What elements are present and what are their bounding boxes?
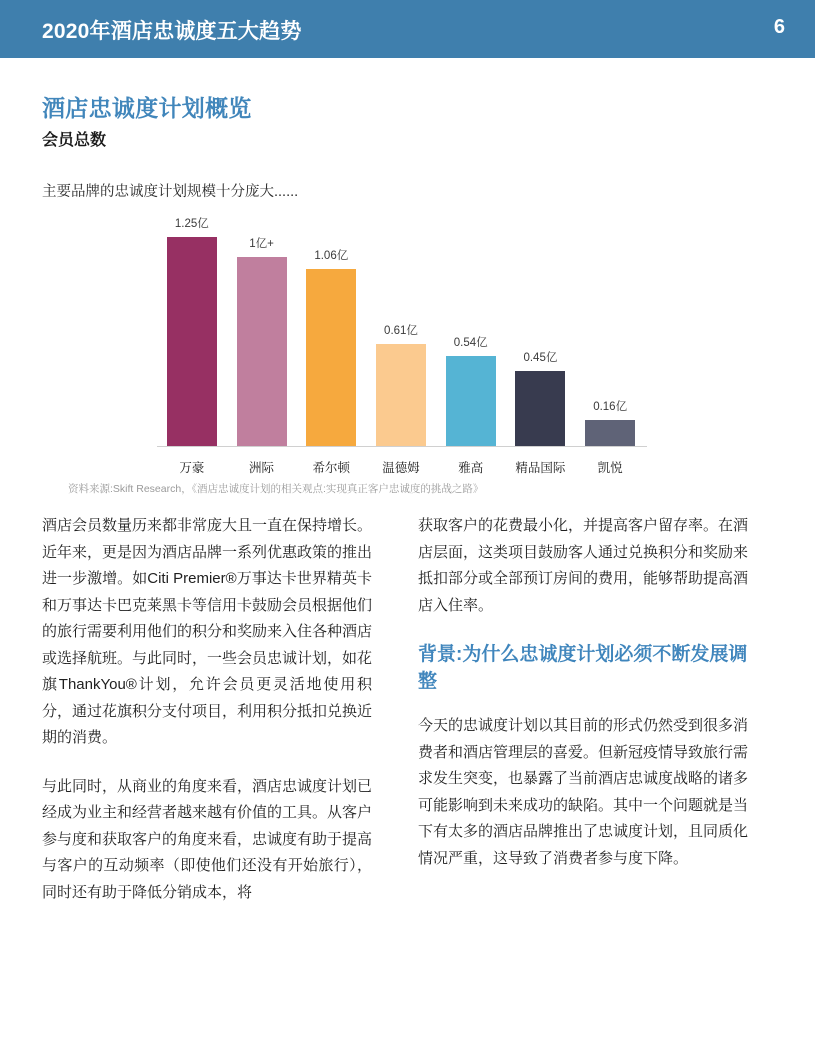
section-subtitle: 会员总数: [42, 132, 107, 149]
chart-plot-area: [157, 215, 645, 447]
background-section-heading: 背景:为什么忠诚度计划必须不断发展调整: [418, 644, 748, 692]
chart-bar: [585, 420, 635, 447]
chart-source-note: 资料来源:Skift Research，《酒店忠诚度计划的相关观点:实现真正客户忠诚度的挑战之路》: [68, 483, 484, 495]
chart-category-label: 凯悦: [597, 461, 623, 475]
member-totals-bar-chart: [0, 215, 815, 490]
chart-category-label: 雅高: [458, 461, 484, 475]
chart-category-label: 希尔顿: [312, 461, 351, 475]
chart-x-axis-line: [157, 446, 647, 447]
chart-bar-slot: [157, 215, 227, 447]
chart-category-label: 温德姆: [382, 461, 420, 475]
chart-bar-slot: [227, 215, 297, 447]
chart-bar-value-label: 0.16亿: [593, 401, 628, 413]
chart-lede-text: 主要品牌的忠诚度计划规模十分庞大......: [42, 184, 299, 200]
chart-bar: [376, 344, 426, 447]
chart-category-label: 万豪: [179, 461, 205, 475]
chart-bar: [167, 237, 217, 447]
chart-category-label: 洲际: [249, 461, 275, 475]
chart-bar-value-label: 0.45亿: [523, 352, 558, 364]
body-column-left: [42, 513, 372, 928]
page-number: 6: [773, 16, 785, 38]
page-header-title: 2020年酒店忠诚度五大趋势: [42, 20, 302, 43]
chart-bar-slot: [436, 215, 506, 447]
chart-bar-value-label: 1.06亿: [314, 250, 349, 262]
section-title: 酒店忠诚度计划概览: [42, 95, 252, 121]
paragraph-right-1: 获取客户的花费最小化，并提高客户留存率。在酒店层面，这类项目鼓励客人通过兑换积分和奖励来抵扣部分或全部预订房间的费用，能够帮助提高酒店入住率。: [418, 517, 749, 614]
chart-bar-slot: [366, 215, 436, 447]
chart-bar-slot: [296, 215, 366, 447]
chart-bar-slot: [506, 215, 576, 447]
paragraph-left-1: 酒店会员数量历来都非常庞大且一直在保持增长。近年来，更是因为酒店品牌一系列优惠政策的推出进一步激增。如Citi Premier®万事达卡世界精英卡和万事达卡巴克莱黑卡等信用卡鼓励会员根据他们的旅行需要利用他们的积分和奖励来入住各种酒店或选择航班。与此同时，一些会员忠诚计划，如花旗ThankYou®计划，允许会员更灵活地使用积分，通过花旗积分支付项目，利用积分抵扣兑换近期的消费。: [42, 517, 373, 746]
chart-bar-value-label: 1.25亿: [174, 218, 209, 230]
chart-bar-value-label: 0.54亿: [453, 337, 488, 349]
chart-bar-slot: [575, 215, 645, 447]
body-column-right: [418, 513, 748, 894]
chart-bar-value-label: 0.61亿: [384, 325, 418, 337]
chart-bar: [515, 371, 565, 447]
chart-bar: [237, 257, 287, 447]
paragraph-right-2: 今天的忠诚度计划以其目前的形式仍然受到很多消费者和酒店管理层的喜爱。但新冠疫情导致旅行需求发生突变，也暴露了当前酒店忠诚度战略的诸多可能影响到未来成功的缺陷。其中一个问题就是当下有太多的酒店品牌推出了忠诚度计划，且同质化情况严重，这导致了消费者参与度下降。: [418, 717, 749, 867]
chart-category-label: 精品国际: [515, 461, 566, 475]
chart-bar-value-label: 1亿+: [249, 238, 274, 250]
chart-bar: [306, 269, 356, 447]
paragraph-left-2: 与此同时，从商业的角度来看，酒店忠诚度计划已经成为业主和经营者越来越有价值的工具。从客户参与度和获取客户的角度来看，忠诚度有助于提高与客户的互动频率（即使他们还没有开始旅行），同时还有助于降低分销成本，将: [42, 777, 373, 901]
chart-bar: [446, 356, 496, 447]
